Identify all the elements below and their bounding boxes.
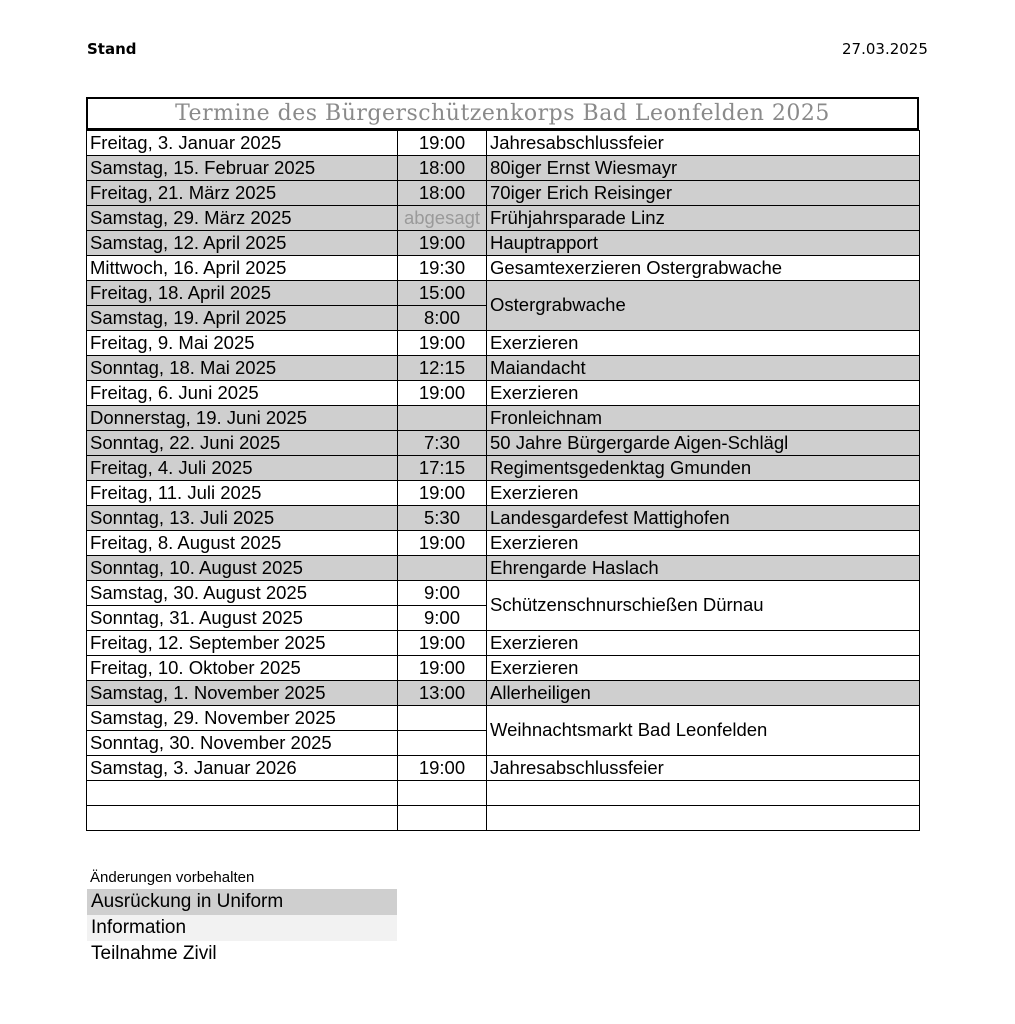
event-name: Regimentsgedenktag Gmunden: [487, 456, 920, 481]
event-time: 19:00: [398, 631, 487, 656]
event-name: Jahresabschlussfeier: [487, 756, 920, 781]
event-time: 9:00: [398, 581, 487, 606]
schedule-sheet: [86, 97, 919, 831]
event-date: Samstag, 29. November 2025: [87, 706, 398, 731]
event-time: 7:30: [398, 431, 487, 456]
event-time: 19:00: [398, 756, 487, 781]
event-date: Donnerstag, 19. Juni 2025: [87, 406, 398, 431]
event-name: [487, 806, 920, 831]
event-time: 18:00: [398, 181, 487, 206]
event-date: Samstag, 1. November 2025: [87, 681, 398, 706]
event-name: Exerzieren: [487, 331, 920, 356]
event-time: 5:30: [398, 506, 487, 531]
event-date: Samstag, 15. Februar 2025: [87, 156, 398, 181]
event-date: Freitag, 10. Oktober 2025: [87, 656, 398, 681]
table-row: [87, 681, 920, 706]
table-row: [87, 281, 920, 306]
event-date: Freitag, 3. Januar 2025: [87, 131, 398, 156]
event-time: 13:00: [398, 681, 487, 706]
event-date: Freitag, 12. September 2025: [87, 631, 398, 656]
event-time: [398, 556, 487, 581]
event-time: 19:00: [398, 381, 487, 406]
event-name: Landesgardefest Mattighofen: [487, 506, 920, 531]
event-time: 19:00: [398, 231, 487, 256]
table-row: [87, 131, 920, 156]
legend-uniform: Ausrückung in Uniform: [87, 889, 397, 915]
table-row: [87, 381, 920, 406]
table-row: [87, 581, 920, 606]
table-row: [87, 806, 920, 831]
table-row: [87, 181, 920, 206]
legend-civil: Teilnahme Zivil: [87, 941, 397, 967]
table-row: [87, 506, 920, 531]
event-time: [398, 806, 487, 831]
event-name: Ostergrabwache: [487, 281, 920, 331]
schedule-title: Termine des Bürgerschützenkorps Bad Leonfelden 2025: [86, 97, 919, 130]
event-time: [398, 731, 487, 756]
table-row: [87, 656, 920, 681]
event-date: Samstag, 12. April 2025: [87, 231, 398, 256]
event-date: Sonntag, 22. Juni 2025: [87, 431, 398, 456]
event-date: Freitag, 4. Juli 2025: [87, 456, 398, 481]
event-time: 19:30: [398, 256, 487, 281]
stand-date: 27.03.2025: [842, 40, 928, 58]
event-time: 9:00: [398, 606, 487, 631]
event-time: 18:00: [398, 156, 487, 181]
event-time: 19:00: [398, 656, 487, 681]
event-name: Schützenschnurschießen Dürnau: [487, 581, 920, 631]
event-name: Gesamtexerzieren Ostergrabwache: [487, 256, 920, 281]
event-date: Freitag, 21. März 2025: [87, 181, 398, 206]
event-name: Ehrengarde Haslach: [487, 556, 920, 581]
event-date: Freitag, 18. April 2025: [87, 281, 398, 306]
event-date: Sonntag, 30. November 2025: [87, 731, 398, 756]
event-name: Weihnachtsmarkt Bad Leonfelden: [487, 706, 920, 756]
event-date: Sonntag, 31. August 2025: [87, 606, 398, 631]
event-date: [87, 806, 398, 831]
table-row: [87, 631, 920, 656]
event-name: Exerzieren: [487, 381, 920, 406]
event-date: Freitag, 8. August 2025: [87, 531, 398, 556]
event-date: [87, 781, 398, 806]
event-time: 19:00: [398, 531, 487, 556]
event-time: 19:00: [398, 331, 487, 356]
legend: [87, 889, 397, 967]
event-time: [398, 706, 487, 731]
table-row: [87, 456, 920, 481]
table-row: [87, 781, 920, 806]
schedule-table: [86, 130, 920, 831]
event-date: Sonntag, 10. August 2025: [87, 556, 398, 581]
event-date: Sonntag, 13. Juli 2025: [87, 506, 398, 531]
event-date: Sonntag, 18. Mai 2025: [87, 356, 398, 381]
table-row: [87, 331, 920, 356]
event-name: Exerzieren: [487, 481, 920, 506]
event-name: Exerzieren: [487, 631, 920, 656]
table-row: [87, 531, 920, 556]
event-date: Freitag, 11. Juli 2025: [87, 481, 398, 506]
event-time: 19:00: [398, 131, 487, 156]
event-name: Jahresabschlussfeier: [487, 131, 920, 156]
event-date: Samstag, 19. April 2025: [87, 306, 398, 331]
event-time: [398, 781, 487, 806]
table-row: [87, 206, 920, 231]
event-date: Mittwoch, 16. April 2025: [87, 256, 398, 281]
event-name: 50 Jahre Bürgergarde Aigen-Schlägl: [487, 431, 920, 456]
table-row: [87, 556, 920, 581]
event-name: Maiandacht: [487, 356, 920, 381]
table-row: [87, 481, 920, 506]
event-name: Frühjahrsparade Linz: [487, 206, 920, 231]
table-row: [87, 256, 920, 281]
event-name: 80iger Ernst Wiesmayr: [487, 156, 920, 181]
event-name: Exerzieren: [487, 656, 920, 681]
event-date: Samstag, 29. März 2025: [87, 206, 398, 231]
table-row: [87, 231, 920, 256]
event-time: 15:00: [398, 281, 487, 306]
table-row: [87, 756, 920, 781]
event-date: Samstag, 30. August 2025: [87, 581, 398, 606]
event-name: Exerzieren: [487, 531, 920, 556]
event-name: 70iger Erich Reisinger: [487, 181, 920, 206]
event-time: 12:15: [398, 356, 487, 381]
event-name: [487, 781, 920, 806]
table-row: [87, 431, 920, 456]
table-row: [87, 406, 920, 431]
changes-note: Änderungen vorbehalten: [90, 869, 255, 886]
table-row: [87, 156, 920, 181]
event-time: 19:00: [398, 481, 487, 506]
event-time: 17:15: [398, 456, 487, 481]
stand-label: Stand: [87, 40, 137, 58]
legend-information: Information: [87, 915, 397, 941]
event-date: Freitag, 6. Juni 2025: [87, 381, 398, 406]
event-name: Fronleichnam: [487, 406, 920, 431]
event-time: 8:00: [398, 306, 487, 331]
event-name: Allerheiligen: [487, 681, 920, 706]
event-time: [398, 406, 487, 431]
table-row: [87, 706, 920, 731]
event-date: Samstag, 3. Januar 2026: [87, 756, 398, 781]
event-date: Freitag, 9. Mai 2025: [87, 331, 398, 356]
event-name: Hauptrapport: [487, 231, 920, 256]
table-row: [87, 356, 920, 381]
event-time: abgesagt: [398, 206, 487, 231]
